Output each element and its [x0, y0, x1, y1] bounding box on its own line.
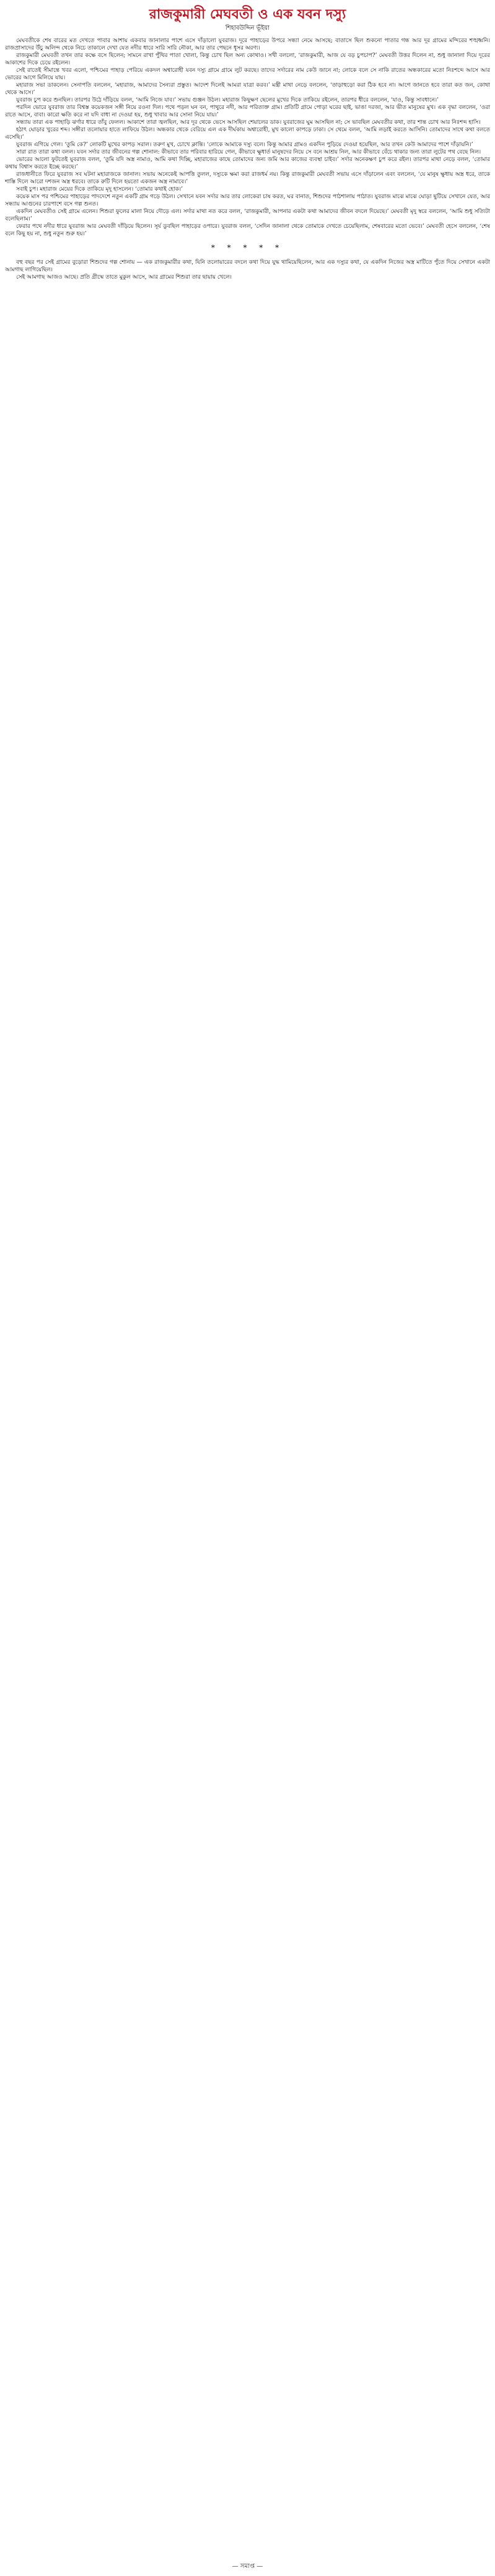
paragraph-16: ফেরার পথে নদীর ধারে যুবরাজ আর মেঘবতী দাঁড়িয়ে ছিলেন। সূর্য ডুবছিল পাহাড়ের ওপারে। যুবরাজ বলল, ‘সেদিন জানালা থেকে তোমাকে দেখতে চেয়েছিলাম, শেষবারের মতো ভেবে।’ মেঘবতী হেসে বললেন, ‘শেষ বলে কিছু হয় না, শুধু নতুন শুরু হয়।’ — [5, 224, 490, 237]
paragraph-4: মহারাজ সভা ডাকলেন। সেনাপতি বললেন, ‘মহারাজ, আমাদের সৈন্যরা প্রস্তুত। আদেশ দিলেই আমরা যাত্রা করব।’ মন্ত্রী মাথা নেড়ে বললেন, ‘তাড়াহুড়ো করা ঠিক হবে না। আগে জানতে হবে তারা কত জন, কোথা থেকে আসে।’ — [5, 82, 490, 96]
section-separator: * * * * * — [211, 243, 284, 252]
paragraph-9: যুবরাজ এগিয়ে গেল। ‘তুমি কে?’ লোকটি মুখের কাপড় সরাল। তরুণ মুখ, চোখে ক্লান্তি। ‘লোকে আমাকে দস্যু বলে। কিন্তু আমার গ্রামও একদিন পুড়িয়ে দেওয়া হয়েছিল, আর তখন কেউ আমাদের পাশে দাঁড়ায়নি।’ — [16, 142, 473, 148]
paragraph-7: সন্ধ্যায় তারা এক পাহাড়ি ঝর্ণার ধারে তাঁবু ফেলল। আকাশে তারা জ্বলছিল, আর দূর থেকে ভেসে আসছিল শেয়ালের ডাক। যুবরাজের ঘুম আসছিল না; সে ভাবছিল মেঘবতীর কথা, তার শান্ত চোখ আর নিঃশব্দ হাসি। — [16, 120, 481, 126]
paragraph-11: ভোরের আলো ফুটতেই যুবরাজ বলল, ‘তুমি যদি অস্ত্র নামাও, আমি কথা দিচ্ছি, মহারাজের কাছে তোমাদের জন্য জমি আর কাজের ব্যবস্থা চাইব।’ সর্দার অনেকক্ষণ চুপ করে রইল। তারপর মাথা নেড়ে বলল, ‘তোমার কথায় বিশ্বাস করতে ইচ্ছে করছে।’ — [5, 157, 490, 170]
paragraph-1: মেঘবতীকে শেষ বারের মত দেখতে পাবার আশায় একবার জানালার পাশে এসে দাঁড়ালো যুবরাজ। দূরে পাহাড়ের উপরে সন্ধ্যা নেমে আসছে; বাতাসে ছিল শুকনো পাতার গন্ধ আর দূর গ্রামের মন্দিরের শঙ্খধ্বনি। রাজপ্রাসাদের উঁচু অলিন্দ থেকে নিচে তাকালে দেখা যেত নদীর ধারে সারি সারি নৌকা, আর তার পেছনে ধূসর অরণ্য। — [5, 38, 490, 51]
closing-paragraph-2: সেই আমগাছ আজও আছে। প্রতি গ্রীষ্মে তাতে মুকুল আসে, আর গ্রামের শিশুরা তার ছায়ায় খেলে। — [16, 274, 232, 281]
paragraph-15: একদিন মেঘবতীও সেই গ্রামে এলেন। শিশুরা ফুলের মালা নিয়ে দৌড়ে এল। সর্দার মাথা নত করে বলল, ‘রাজকুমারী, আপনার একটা কথা আমাদের জীবন বদলে দিয়েছে।’ মেঘবতী মৃদু স্বরে বললেন, ‘আমি শুধু সত্যিটা বলেছিলাম।’ — [5, 209, 490, 222]
closing-paragraph-1: বহু বছর পর সেই গ্রামের বুড়োরা শিশুদের গল্প শোনায় — এক রাজকুমারীর কথা, যিনি তলোয়ারের বদলে কথা দিয়ে যুদ্ধ থামিয়েছিলেন, আর এক দস্যুর কথা, যে একদিন নিজের অস্ত্র মাটিতে পুঁতে দিয়ে সেখানে একটা আমগাছ লাগিয়েছিল। — [5, 259, 490, 273]
paragraph-14: কয়েক মাস পর পশ্চিমের পাহাড়ের পাদদেশে নতুন একটি গ্রাম গড়ে উঠল। সেখানে যবন সর্দার আর তার লোকেরা চাষ করত, ঘর বানাত, শিশুদের পাঠশালায় পাঠাত। যুবরাজ মাঝে মাঝে ঘোড়া ছুটিয়ে সেখানে যেত, আর সন্ধ্যায় আগুনের চারপাশে বসে গল্প শুনত। — [5, 194, 490, 207]
paragraph-6: পরদিন ভোরে যুবরাজ তার বিশ্বস্ত কয়েকজন সঙ্গী নিয়ে রওনা দিল। পথে পড়ল ঘন বন, পাথুরে নদী, আর পরিত্যক্ত গ্রাম। প্রতিটি গ্রামে পোড়া ঘরের ছাই, ভাঙা দরজা, আর ভীত মানুষের মুখ। এক বৃদ্ধা বললেন, ‘ওরা রাতে আসে, বাবা। কারো ক্ষতি করে না যদি বাধা না দেওয়া হয়, শুধু খাবার আর সোনা নিয়ে যায়।’ — [5, 105, 490, 118]
paragraph-2: রাজকুমারী মেঘবতী তখন তার কক্ষে বসে ছিলেন; সামনে রাখা পুঁথির পাতা খোলা, কিন্তু চোখ ছিল অন্য কোথাও। সখী বললো, ‘রাজকুমারী, আজ যে বড় চুপচাপ?’ মেঘবতী উত্তর দিলেন না, শুধু জানালা দিয়ে দূরের আকাশের দিকে চেয়ে রইলেন। — [5, 53, 490, 66]
paragraph-3: সেই রাতেই সীমান্তে খবর এলো, পশ্চিমের পাহাড় পেরিয়ে একদল অশ্বারোহী যবন দস্যু গ্রামে গ্রামে লুট করছে। তাদের সর্দারের নাম কেউ জানে না; লোকে বলে সে নাকি রাতের অন্ধকারের মতো নিঃশব্দে আসে আর ভোরের আগে মিলিয়ে যায়। — [5, 67, 490, 81]
paragraph-8: হঠাৎ ঘোড়ার খুরের শব্দ। সঙ্গীরা তলোয়ার হাতে লাফিয়ে উঠল। অন্ধকার থেকে বেরিয়ে এল এক দীর্ঘকায় অশ্বারোহী, মুখ কালো কাপড়ে ঢাকা। সে থেমে বলল, ‘আমি লড়াই করতে আসিনি। তোমাদের সাথে কথা বলতে এসেছি।’ — [5, 127, 490, 141]
story-content — [5, 37, 490, 281]
paragraph-13: সবাই চুপ। মহারাজ মেয়ের দিকে তাকিয়ে মৃদু হাসলেন। ‘তোমার কথাই হোক।’ — [16, 186, 183, 193]
story-footer: — সমাপ্ত — — [232, 2563, 263, 2570]
story-title: রাজকুমারী মেঘবতী ও এক যবন দস্যু — [149, 7, 346, 22]
story-author: শিহাবউদ্দিন ভূঁইয়া — [225, 25, 270, 32]
paragraph-5: যুবরাজ চুপ করে শুনছিল। তারপর উঠে দাঁড়িয়ে বলল, ‘আমি নিজে যাব।’ সভায় গুঞ্জন উঠল। মহারাজ কিছুক্ষণ ছেলের মুখের দিকে তাকিয়ে রইলেন, তারপর ধীরে বললেন, ‘যাও, কিন্তু সাবধানে।’ — [16, 97, 439, 103]
paragraph-10: সারা রাত তারা কথা বলল। যবন সর্দার তার জীবনের গল্প শোনাল: কীভাবে তার পরিবার হারিয়ে গেল, কীভাবে ক্ষুধার্ত মানুষদের নিয়ে সে বনে আশ্রয় নিল, আর কীভাবে বেঁচে থাকার জন্য তারা লুটের পথ বেছে নিল। — [16, 149, 481, 155]
paragraph-12: রাজধানীতে ফিরে যুবরাজ সব ঘটনা মহারাজকে জানাল। সভায় অনেকেই আপত্তি তুলল, দস্যুকে ক্ষমা করা রাজধর্ম নয়। কিন্তু রাজকুমারী মেঘবতী সভায় এসে দাঁড়ালেন এবং বললেন, ‘যে মানুষ ক্ষুধায় অস্ত্র ধরে, তাকে শাস্তি দিলে আরো দশজন অস্ত্র ধরবে। তাকে রুটি দিলে হয়তো একজন অস্ত্র নামাবে।’ — [5, 172, 490, 185]
